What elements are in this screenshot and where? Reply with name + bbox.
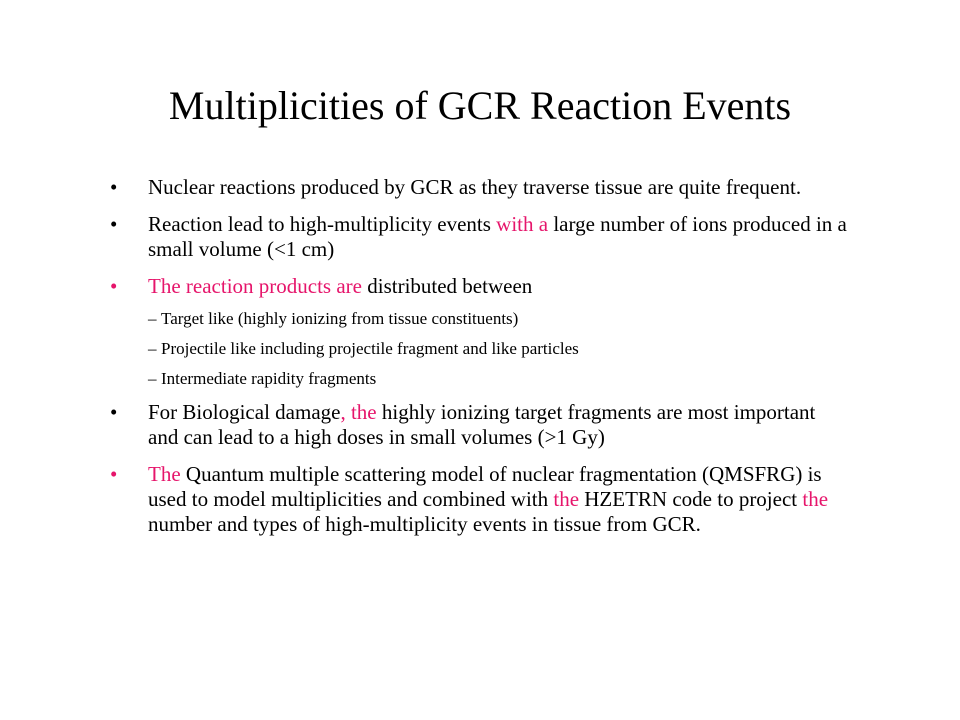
bullet-text: HZETRN code to project: [579, 487, 803, 511]
bullet-mark: •: [110, 400, 118, 424]
sub-bullet-item: [110, 338, 850, 359]
bullet-text: Projectile like including projectile fragment and like particles: [161, 339, 579, 358]
sub-bullet-item: [110, 368, 850, 389]
dash-mark: –: [148, 309, 157, 328]
bullet-text: Intermediate rapidity fragments: [161, 369, 377, 388]
slide-title: Multiplicities of GCR Reaction Events: [168, 83, 792, 128]
bullet-text: The reaction products are: [148, 274, 362, 298]
bullet-item: [110, 462, 850, 537]
bullet-text: number and types of high-multiplicity events in tissue from GCR.: [148, 487, 834, 536]
bullet-text: Quantum multiple scattering model of nuclear fragmentation (QMSFRG) is used to model multiplicities and combined with: [148, 462, 827, 511]
dash-mark: –: [148, 339, 157, 358]
bullet-text: with a: [496, 212, 549, 236]
bullet-mark: •: [110, 175, 118, 199]
bullet-text: distributed between: [361, 274, 533, 298]
bullet-item: [110, 212, 853, 262]
sub-bullet-item: [110, 308, 850, 329]
bullet-text: the: [802, 487, 829, 511]
bullet-text: Nuclear reactions produced by GCR as they traverse tissue are quite frequent.: [148, 175, 802, 199]
bullet-mark: •: [110, 212, 118, 236]
bullet-mark: •: [110, 274, 118, 298]
bullet-text: Target like (highly ionizing from tissue constituents): [161, 309, 519, 328]
bullet-text: large number of ions produced in a small volume (<1 cm): [148, 212, 853, 261]
dash-mark: –: [148, 369, 157, 388]
bullet-item: [110, 175, 850, 200]
bullet-text: The: [148, 462, 181, 486]
bullet-item: [110, 400, 850, 450]
bullet-text: the: [553, 487, 580, 511]
bullet-text: , the: [340, 400, 377, 424]
bullet-text: highly ionizing target fragments are most important and can lead to a high doses in small volumes (>1 Gy): [148, 400, 821, 449]
bullet-text: For Biological damage: [148, 400, 341, 424]
bullet-text: Reaction lead to high-multiplicity events: [148, 212, 497, 236]
slide-body: [110, 175, 853, 537]
bullet-mark: •: [110, 462, 118, 486]
bullet-item: [110, 274, 850, 299]
